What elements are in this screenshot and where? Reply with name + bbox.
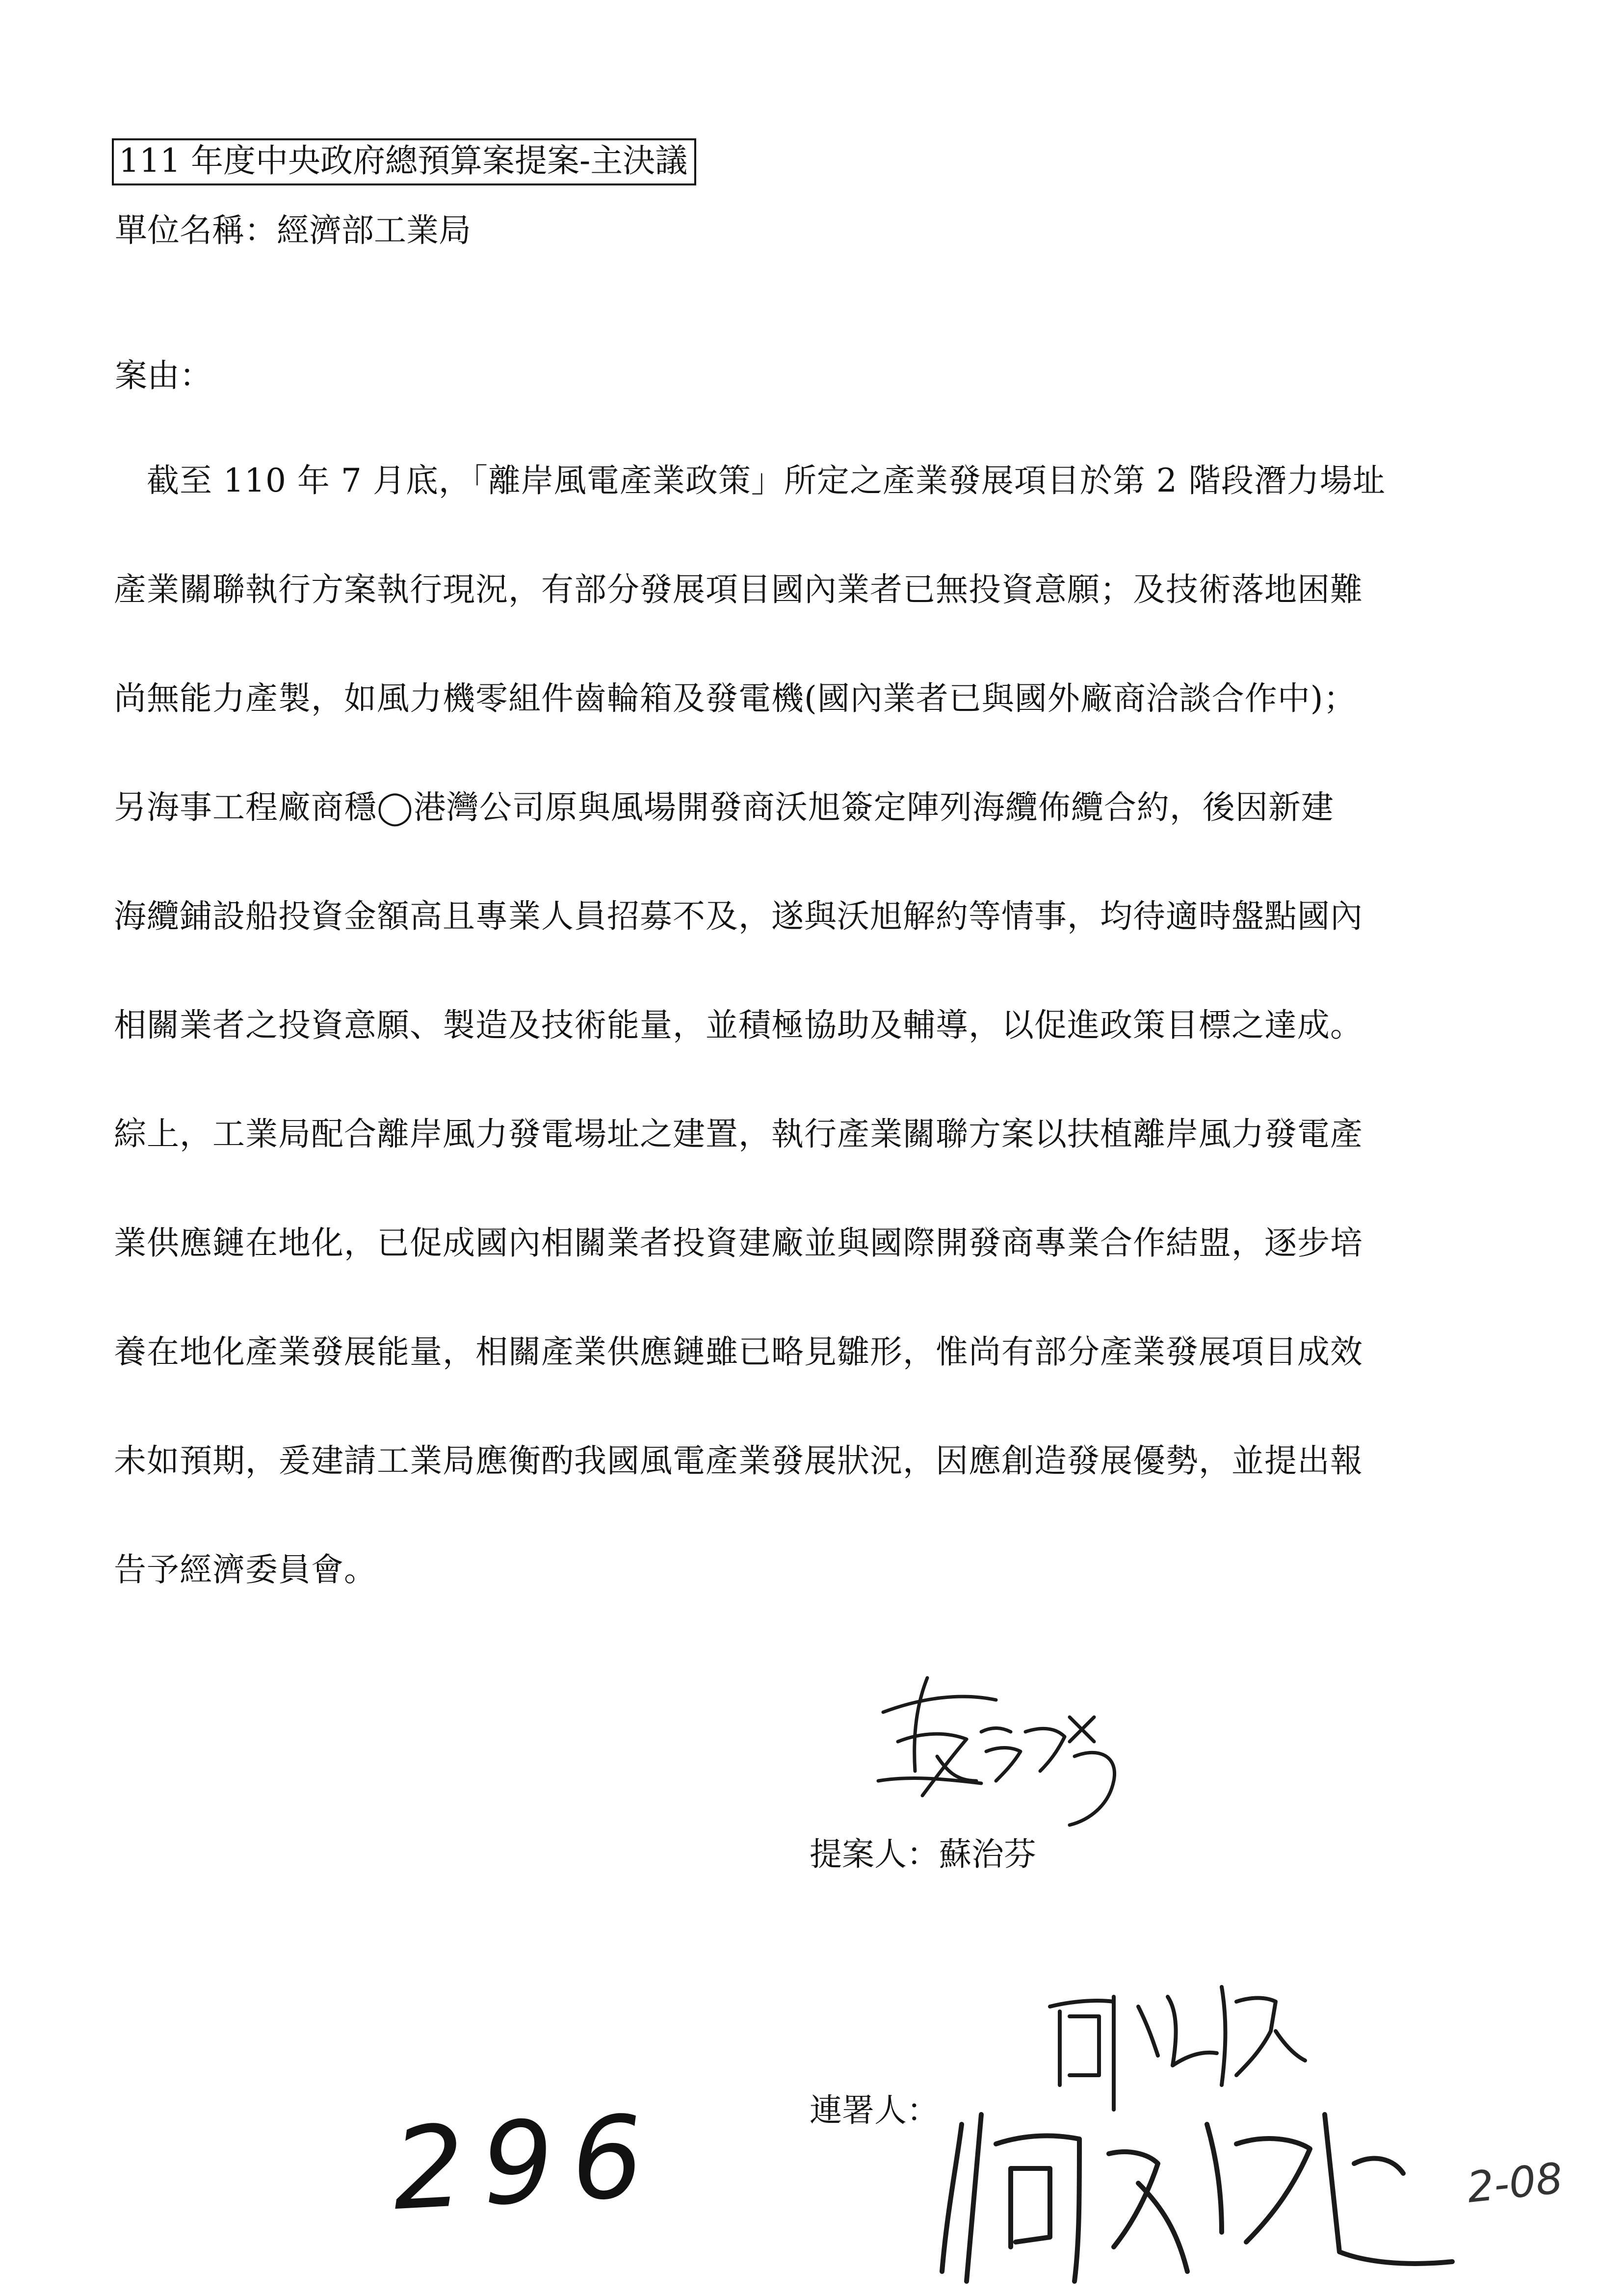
page-number: 296 — [389, 2090, 664, 2236]
unit-name: 單位名稱：經濟部工業局 — [115, 211, 471, 249]
body-line: 截至 110 年 7 月底，「離岸風電產業政策」所定之產業發展項目於第 2 階段潛力場址 — [114, 462, 1386, 499]
body-line: 未如預期，爰建請工業局應衡酌我國風電產業發展狀況，因應創造發展優勢，並提出報 — [114, 1442, 1363, 1480]
proposer-signature — [864, 1658, 1138, 1835]
document-title: 111 年度中央政府總預算案提案-主決議 — [112, 138, 696, 185]
body-line: 相關業者之投資意願、製造及技術能量，並積極協助及輔導，以促進政策目標之達成。 — [114, 1006, 1363, 1044]
body-line: 海纜鋪設船投資金額高且專業人員招募不及，遂與沃旭解約等情事，均待適時盤點國內 — [114, 897, 1363, 935]
cosigner-signature-2 — [932, 2085, 1462, 2291]
body-line: 另海事工程廠商穩◯港灣公司原與風場開發商沃旭簽定陣列海纜佈纜合約，後因新建 — [114, 788, 1334, 826]
proposal-body — [114, 461, 1537, 1659]
reason-label: 案由： — [115, 357, 212, 394]
handwritten-note: 2-08 — [1465, 2154, 1565, 2213]
body-line: 尚無能力產製，如風力機零組件齒輪箱及發電機(國內業者已與國外廠商洽談合作中)； — [114, 679, 1357, 717]
cosigner-line: 連署人： — [810, 2091, 939, 2129]
body-line: 告予經濟委員會。 — [114, 1551, 377, 1589]
body-line: 產業關聯執行方案執行現況，有部分發展項目國內業者已無投資意願；及技術落地困難 — [114, 571, 1363, 608]
proposer-line: 提案人：蘇治芬 — [810, 1835, 1036, 1873]
body-line: 養在地化產業發展能量，相關產業供應鏈雖已略見雛形，惟尚有部分產業發展項目成效 — [114, 1333, 1363, 1371]
body-line: 綜上，工業局配合離岸風力發電場址之建置，執行產業關聯方案以扶植離岸風力發電產 — [114, 1115, 1363, 1153]
body-line: 業供應鏈在地化，已促成國內相關業者投資建廠並與國際開發商專業合作結盟，逐步培 — [114, 1224, 1363, 1262]
